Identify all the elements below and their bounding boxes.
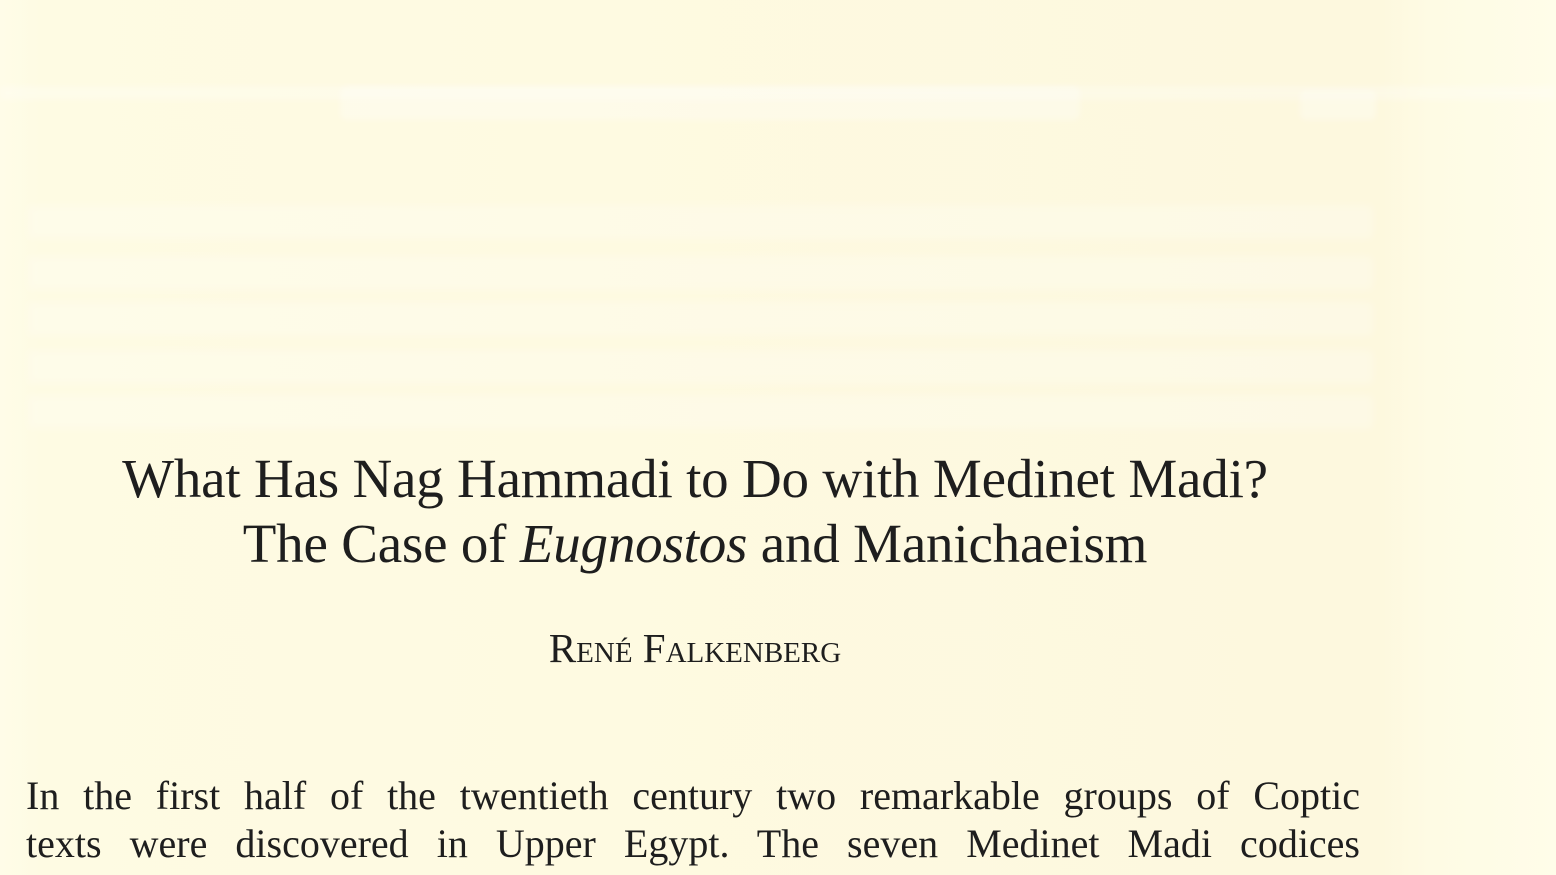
body-paragraph <box>26 772 1360 868</box>
show-through-page-number <box>1300 90 1376 120</box>
show-through-line <box>28 395 1373 429</box>
title-line-2 <box>0 511 1390 576</box>
author-name: René Falkenberg <box>548 625 842 671</box>
article-title <box>0 446 1390 576</box>
title-italic-eugnostos: Eugnostos <box>519 513 748 574</box>
body-line-1: In the first half of the twentieth century two remarkable groups of Coptic <box>26 773 1360 818</box>
show-through-line <box>28 205 1373 239</box>
title-line-2-end: and Manichaeism <box>747 513 1148 574</box>
body-line-2: texts were discovered in Upper Egypt. The seven Medinet Madi codices <box>26 821 1360 866</box>
show-through-line <box>28 256 1373 290</box>
show-through-line <box>28 302 1373 336</box>
title-line-2-start: The Case of <box>242 513 520 574</box>
show-through-running-head <box>340 86 1080 120</box>
show-through-line <box>28 350 1373 384</box>
title-line-1: What Has Nag Hammadi to Do with Medinet Madi? <box>122 448 1268 509</box>
